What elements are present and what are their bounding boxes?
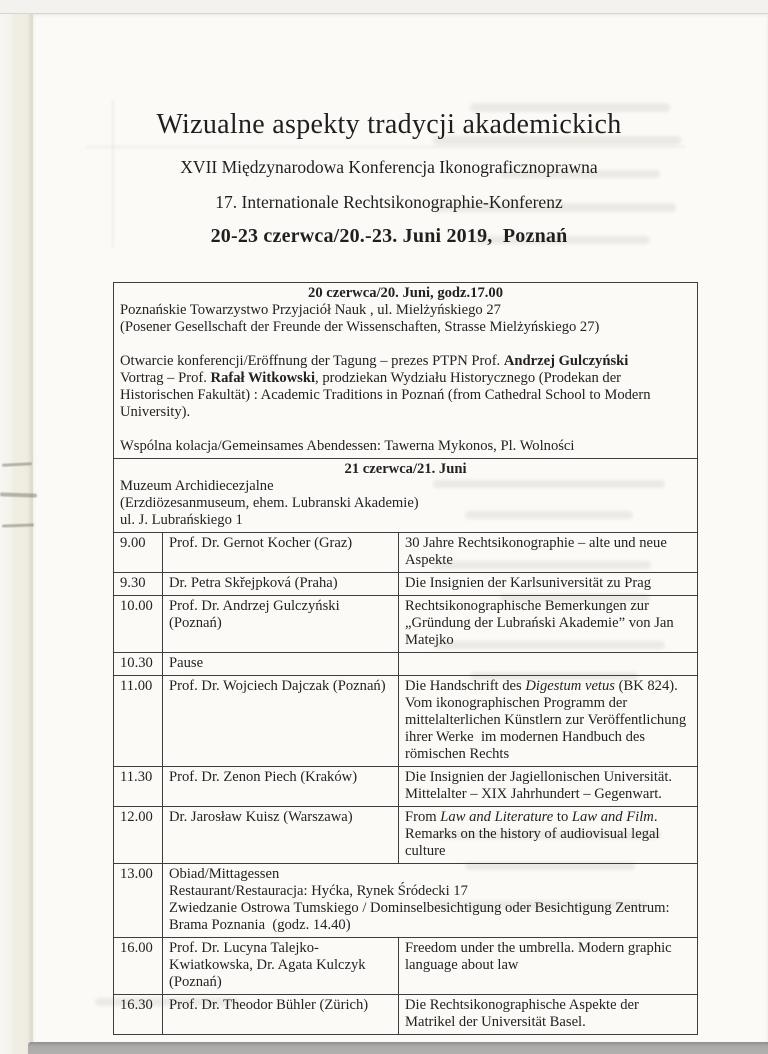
lecture-description: , prodziekan Wydziału Historycznego (Prodekan der Historischen Fakultät) : Academic Traditions in Poznań (from Cathedral School to Modern University). (120, 370, 651, 420)
day1-block (114, 283, 698, 459)
talk-title-segment: Rechtsikonographische Bemerkungen zur „Gründung der Lubrański Akademie” von Jan Matejko (405, 598, 674, 648)
page-title: Wizualne aspekty tradycji akademickich (156, 109, 622, 140)
speaker-cell: Pause (163, 653, 399, 676)
spanning-event-cell (163, 864, 698, 938)
event-line: Zwiedzanie Ostrowa Tumskiego / Dominselbesichtigung oder Besichtigung Zentrum: (169, 900, 670, 916)
time-cell: 12.00 (114, 807, 163, 864)
speaker-cell: Prof. Dr. Andrzej Gulczyński (Poznań) (163, 596, 399, 653)
time-cell: 11.30 (114, 767, 163, 807)
day1-venue-line: (Posener Gesellschaft der Freunde der Wissenschaften, Strasse Mielżyńskiego 27) (120, 319, 600, 335)
lecture-speaker-name: Rafał Witkowski (210, 370, 316, 386)
talk-title-italic-segment: Law and Literature (440, 809, 554, 825)
day1-opening (120, 353, 691, 370)
opening-speaker-name: Andrzej Gulczyński (503, 353, 629, 369)
schedule-row (114, 653, 698, 676)
subtitle-german: 17. Internationale Rechtsikonographie-Konferenz (215, 192, 563, 212)
schedule-row (114, 807, 698, 864)
speaker-cell: Prof. Dr. Lucyna Talejko-Kwiatkowska, Dr. Agata Kulczyk (Poznań) (163, 938, 399, 995)
day2-header: 21 czerwca/21. Juni (344, 461, 467, 477)
title-cell (399, 596, 698, 653)
title-cell (399, 938, 698, 995)
scan-top-edge (0, 0, 768, 14)
event-line: Brama Poznania (godz. 14.40) (169, 917, 351, 933)
talk-title-segment: Die Rechtsikonographische Aspekte der Matrikel der Universität Basel. (405, 997, 639, 1030)
day1-lecture (120, 370, 691, 421)
talk-title-italic-segment: Digestum vetus (525, 678, 615, 694)
talk-title-segment: Die Handschrift des (405, 678, 526, 694)
time-cell: 9.00 (114, 533, 163, 573)
schedule-row (114, 864, 698, 938)
time-cell: 16.30 (114, 995, 163, 1035)
time-cell: 9.30 (114, 573, 163, 596)
title-cell (399, 807, 698, 864)
time-cell: 11.00 (114, 676, 163, 767)
speaker-cell: Dr. Petra Skřejpková (Praha) (163, 573, 399, 596)
schedule-row (114, 676, 698, 767)
talk-title-segment: (BK 824). Vom ikonographischen Programm der mittelalterlichen Künstlern zur Veröffentlichung ihrer Werke im modernen Handbuch des römischen Rechts (405, 678, 687, 762)
day2-venue-line: (Erzdiözesanmuseum, ehem. Lubranski Akademie) (120, 495, 419, 511)
schedule-row (114, 596, 698, 653)
bleedthrough-artifact (86, 146, 686, 148)
title-cell (399, 767, 698, 807)
day2-venue-line: Muzeum Archidiecezjalne (120, 478, 274, 494)
subtitle-polish: XVII Międzynarodowa Konferencja Ikonograficznoprawna (180, 157, 598, 177)
talk-title-segment: From (405, 809, 441, 825)
talk-title-segment: . Remarks on the history of audiovisual legal culture (405, 809, 660, 859)
title-cell (399, 995, 698, 1035)
talk-title-segment: Die Insignien der Jagiellonischen Universität. Mittelalter – XIX Jahrhundert – Gegenwart. (405, 769, 673, 802)
event-line: Obiad/Mittagessen (169, 866, 280, 882)
talk-title-segment: Die Insignien der Karlsuniversität zu Prag (405, 575, 651, 591)
time-cell: 10.00 (114, 596, 163, 653)
title-cell (399, 653, 698, 676)
talk-title-italic-segment: Law and Film (571, 809, 654, 825)
speaker-cell: Prof. Dr. Gernot Kocher (Graz) (163, 533, 399, 573)
speaker-cell: Prof. Dr. Wojciech Dajczak (Poznań) (163, 676, 399, 767)
scan-bottom-edge (28, 1042, 768, 1054)
day2-venue-line: ul. J. Lubrańskiego 1 (120, 512, 243, 528)
title-cell (399, 573, 698, 596)
event-line: Restaurant/Restauracja: Hyćka, Rynek Śródecki 17 (169, 883, 468, 899)
day1-venue-line: Poznańskie Towarzystwo Przyjaciół Nauk , ul. Mielżyńskiego 27 (120, 302, 501, 318)
day2-block (114, 459, 698, 533)
opening-text: Otwarcie konferencji/Eröffnung der Tagung – prezes PTPN Prof. (120, 353, 504, 369)
time-cell: 10.30 (114, 653, 163, 676)
conference-dates: 20-23 czerwca/20.-23. Juni 2019, Poznań (210, 225, 568, 247)
lecture-text: Vortrag – Prof. (120, 370, 211, 386)
title-cell (399, 676, 698, 767)
speaker-cell: Prof. Dr. Zenon Piech (Kraków) (163, 767, 399, 807)
time-cell: 16.00 (114, 938, 163, 995)
day1-header: 20 czerwca/20. Juni, godz.17.00 (308, 285, 503, 301)
schedule-row (114, 573, 698, 596)
program-table (113, 282, 698, 1035)
schedule-row (114, 533, 698, 573)
day1-dinner: Wspólna kolacja/Gemeinsames Abendessen: Tawerna Mykonos, Pl. Wolności (120, 438, 575, 454)
schedule-row (114, 938, 698, 995)
speaker-cell: Dr. Jarosław Kuisz (Warszawa) (163, 807, 399, 864)
schedule-row (114, 995, 698, 1035)
talk-title-segment: to (553, 809, 572, 825)
title-cell (399, 533, 698, 573)
speaker-cell: Prof. Dr. Theodor Bühler (Zürich) (163, 995, 399, 1035)
talk-title-segment: 30 Jahre Rechtsikonographie – alte und neue Aspekte (405, 535, 667, 568)
time-cell: 13.00 (114, 864, 163, 938)
talk-title-segment: Freedom under the umbrella. Modern graphic language about law (405, 940, 672, 973)
schedule-row (114, 767, 698, 807)
